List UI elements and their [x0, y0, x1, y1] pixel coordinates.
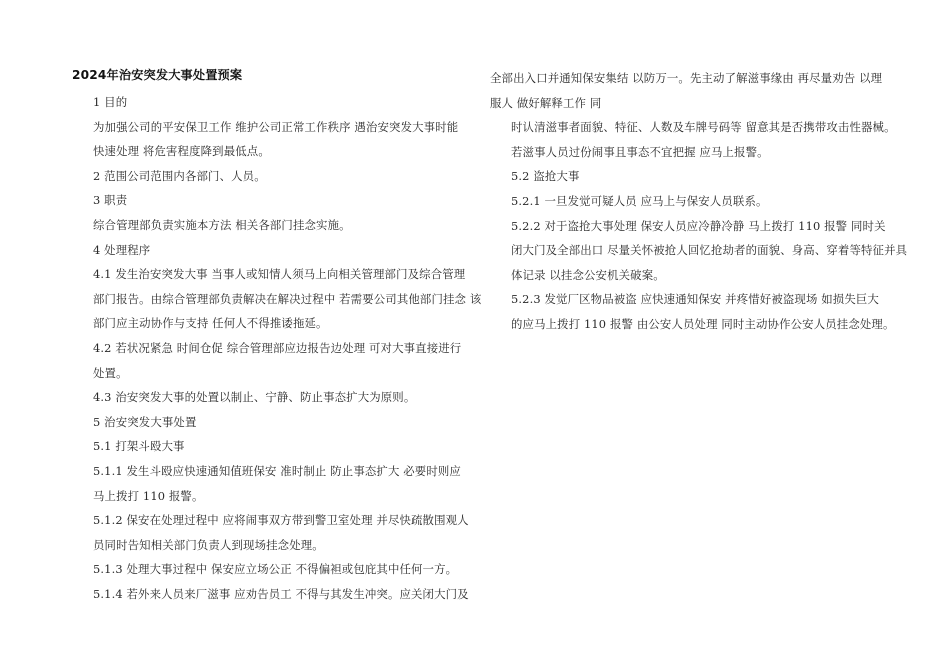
text-line: 时认清滋事者面貌、特征、人数及车牌号码等 留意其是否携带攻击性器械。 — [511, 120, 896, 135]
paragraph — [72, 508, 469, 557]
text-line: 5.1.3 处理大事过程中 保安应立场公正 不得偏袒或包庇其中任何一方。 — [93, 562, 458, 577]
paragraph — [72, 213, 464, 238]
paragraph — [72, 188, 464, 213]
left-column — [72, 66, 482, 606]
text-line: 全部出入口并通知保安集结 以防万一。先主动了解滋事缘由 再尽量劝告 以理 — [490, 71, 883, 85]
paragraph — [72, 164, 464, 189]
paragraph — [72, 385, 464, 410]
text-line: 综合管理部负责实施本方法 相关各部门挂念实施。 — [93, 217, 351, 232]
text-line: 员同时告知相关部门负责人到现场挂念处理。 — [93, 537, 324, 552]
text-line: 的应马上拨打 110 报警 由公安人员处理 同时主动协作公安人员挂念处理。 — [511, 316, 895, 331]
text-line: 处置。 — [93, 365, 128, 380]
text-line: 2 范围公司范围内各部门、人员。 — [93, 168, 266, 183]
paragraph — [72, 262, 482, 336]
text-line: 4.2 若状况紧急 时间仓促 综合管理部应边报告边处理 可对大事直接进行 — [93, 340, 462, 355]
text-line: 5.1.1 发生斗殴应快速通知值班保安 准时制止 防止事态扩大 必要时则应 — [93, 463, 461, 478]
paragraph — [72, 459, 464, 508]
paragraph — [490, 214, 908, 288]
right-column — [490, 66, 908, 337]
paragraph — [490, 189, 882, 214]
text-line: 马上拨打 110 报警。 — [93, 488, 204, 503]
text-line: 快速处理 将危害程度降到最低点。 — [93, 144, 270, 159]
text-line: 5.2.1 一旦发觉可疑人员 应马上与保安人员联系。 — [511, 193, 768, 208]
paragraph — [72, 582, 469, 607]
text-line: 若滋事人员过份闹事且事态不宜把握 应马上报警。 — [511, 144, 769, 159]
text-line: 5 治安突发大事处置 — [93, 414, 197, 429]
text-line: 5.2 盗抢大事 — [511, 169, 580, 184]
paragraph — [72, 90, 464, 115]
text-line: 服人 做好解释工作 同 — [490, 95, 602, 110]
paragraph — [72, 434, 464, 459]
text-line: 4.1 发生治安突发大事 当事人或知情人须马上向相关管理部门及综合管理 — [93, 267, 466, 282]
text-line: 闭大门及全部出口 尽量关怀被抢人回忆抢劫者的面貌、身高、穿着等特征并具 — [511, 243, 908, 258]
paragraph — [72, 238, 464, 263]
paragraph — [72, 115, 464, 164]
text-line: 1 目的 — [93, 95, 128, 109]
text-line: 为加强公司的平安保卫工作 维护公司正常工作秩序 遇治安突发大事时能 — [93, 119, 459, 134]
paragraph — [490, 66, 882, 115]
paragraph — [72, 410, 464, 435]
text-line: 部门应主动协作与支持 任何人不得推诿拖延。 — [93, 316, 328, 331]
text-line: 5.2.2 对于盗抢大事处理 保安人员应冷静冷静 马上拨打 110 报警 同时关 — [511, 218, 886, 233]
text-line: 5.2.3 发觉厂区物品被盗 应快速通知保安 并疼惜好被盗现场 如损失巨大 — [511, 292, 879, 307]
paragraph — [490, 164, 882, 189]
paragraph — [490, 115, 896, 164]
paragraph — [72, 557, 464, 582]
text-line: 体记录 以挂念公安机关破案。 — [511, 267, 665, 282]
text-line: 5.1 打架斗殴大事 — [93, 439, 185, 454]
text-line: 4 处理程序 — [93, 242, 151, 257]
text-line: 5.1.2 保安在处理过程中 应将闹事双方带到警卫室处理 并尽快疏散围观人 — [93, 513, 469, 528]
text-line: 5.1.4 若外来人员来厂滋事 应劝告员工 不得与其发生冲突。应关闭大门及 — [93, 586, 469, 601]
paragraph — [72, 336, 464, 385]
paragraph — [490, 287, 895, 336]
document-title: 2024年治安突发大事处置预案 — [72, 68, 243, 82]
text-line: 部门报告。由综合管理部负责解决在解决过程中 若需要公司其他部门挂念 该 — [93, 291, 482, 306]
text-line: 4.3 治安突发大事的处置以制止、宁静、防止事态扩大为原则。 — [93, 390, 416, 405]
text-line: 3 职责 — [93, 193, 128, 208]
